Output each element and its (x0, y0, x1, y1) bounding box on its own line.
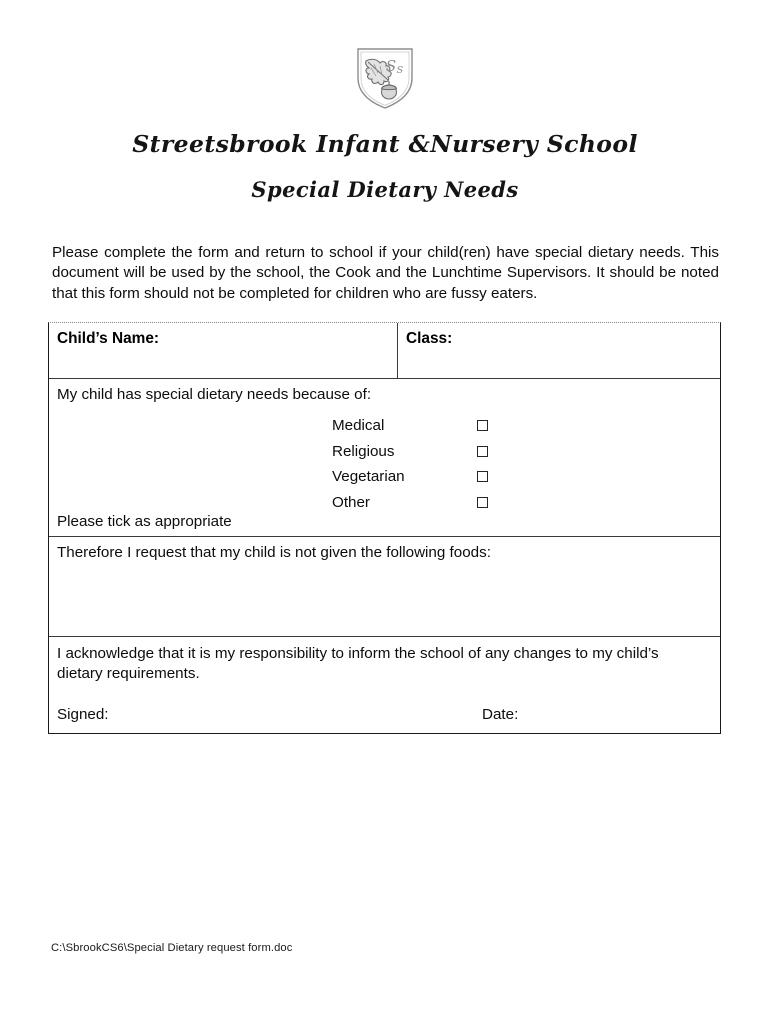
table-row-child-details (49, 323, 720, 378)
option-religious-checkbox[interactable] (477, 446, 488, 457)
option-other-label: Other (332, 493, 370, 511)
table-row-excluded-foods[interactable] (49, 536, 720, 636)
dietary-needs-form-table (48, 322, 721, 734)
option-vegetarian-checkbox[interactable] (477, 471, 488, 482)
svg-text:S: S (385, 57, 397, 75)
table-row-reason (49, 378, 720, 536)
signed-label[interactable]: Signed: (57, 706, 109, 723)
child-name-cell[interactable] (49, 323, 398, 378)
school-crest-container (0, 46, 770, 110)
footer-file-path: C:\SbrookCS6\Special Dietary request form.doc (51, 942, 293, 954)
reason-options-list (57, 417, 720, 519)
reason-lead-label: My child has special dietary needs because of: (57, 386, 372, 403)
option-medical-label: Medical (332, 417, 385, 434)
excluded-foods-label: Therefore I request that my child is not given the following foods: (57, 544, 491, 561)
acknowledgement-text: I acknowledge that it is my responsibility to inform the school of any changes to my child’s dietary requirements. (57, 645, 659, 682)
school-title: Streetsbrook Infant &Nursery School (132, 130, 638, 158)
form-title: Special Dietary Needs (251, 177, 519, 202)
option-vegetarian[interactable] (57, 468, 720, 494)
option-religious-label: Religious (332, 442, 395, 460)
table-row-acknowledgement (49, 636, 720, 733)
option-religious[interactable] (57, 443, 720, 469)
tick-instruction: Please tick as appropriate (57, 513, 232, 530)
child-name-label: Child’s Name: (57, 330, 160, 347)
option-medical[interactable] (57, 417, 720, 443)
signature-line (57, 706, 712, 726)
option-medical-checkbox[interactable] (477, 420, 488, 431)
class-label: Class: (406, 330, 453, 347)
class-cell[interactable] (398, 323, 720, 378)
option-vegetarian-label: Vegetarian (332, 468, 405, 485)
school-crest-icon (354, 46, 416, 110)
intro-paragraph: Please complete the form and return to school if your child(ren) have special dietary needs. This document will be used by the school, the Cook and the Lunchtime Supervisors. It should be noted that this form should not be completed for children who are fussy eaters. (52, 244, 719, 302)
svg-text:s: s (396, 62, 404, 77)
option-other-checkbox[interactable] (477, 497, 488, 508)
date-label[interactable]: Date: (482, 706, 519, 723)
